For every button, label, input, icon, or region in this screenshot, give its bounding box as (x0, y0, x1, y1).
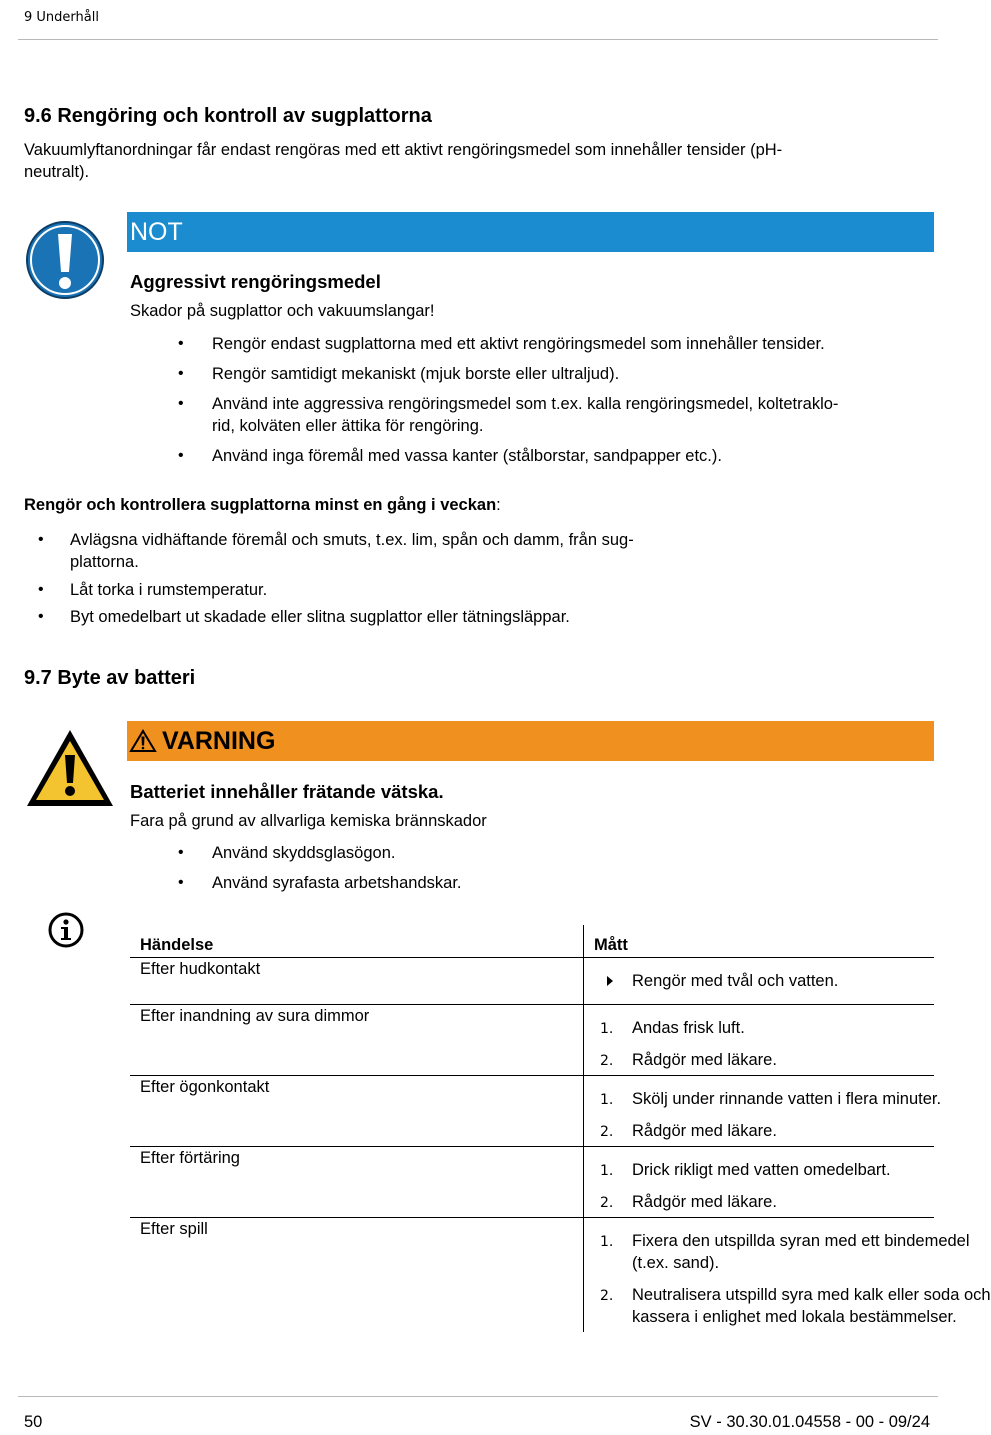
info-icon (46, 911, 86, 949)
warning-bar (127, 721, 934, 761)
warning-triangle-icon (24, 727, 116, 809)
notice-list (178, 333, 922, 475)
table-header-measure: Mått (584, 925, 935, 958)
intro-line-1: Vakuumlyftanordningar får endast rengöras med ett aktivt rengöringsmedel som innehåller tensider (pH- (24, 141, 783, 159)
list-item: • Avlägsna vidhäftande föremål och smuts, t.ex. lim, spån och damm, från sug- (38, 531, 634, 549)
notice-label: NOT (130, 218, 183, 246)
list-item: • Byt omedelbart ut skadade eller slitna sugplattor eller tätningsläppar. (38, 608, 570, 626)
intro-line-2: neutralt). (24, 163, 90, 181)
step-item: 2. Neutralisera utspilld syra med kalk eller soda och kassera i enlighet med lokala bestämmelser. (600, 1286, 991, 1326)
event-cell: Efter hudkontakt (130, 958, 584, 1005)
document-id: SV - 30.30.01.04558 - 00 - 09/24 (689, 1413, 930, 1431)
list-item: • Låt torka i rumstemperatur. (38, 581, 268, 599)
weekly-list (38, 529, 770, 636)
warning-label: VARNING (162, 727, 276, 755)
list-item: • Använd inga föremål med vassa kanter (stålborstar, sandpapper etc.). (178, 447, 722, 465)
table-header-event: Händelse (140, 936, 214, 954)
list-item: • Rengör endast sugplattorna med ett aktivt rengöringsmedel som innehåller tensider. (178, 335, 825, 353)
warning-list (178, 842, 812, 902)
step-item: 1. Skölj under rinnande vatten i flera minuter. (600, 1090, 942, 1108)
weekly-heading: Rengör och kontrollera sugplattorna minst en gång i veckan: (24, 496, 501, 514)
event-cell: Efter ögonkontakt (130, 1076, 584, 1147)
notice-text: Skador på sugplattor och vakuumslangar! (130, 302, 435, 320)
section-title-9-7: 9.7 Byte av batteri (24, 667, 196, 689)
table-row (130, 1218, 934, 1332)
footer-rule (18, 1396, 938, 1397)
page-number: 50 (24, 1413, 43, 1431)
notice-bar (127, 212, 934, 252)
event-cell: Efter inandning av sura dimmor (130, 1005, 584, 1076)
notice-title: Aggressivt rengöringsmedel (130, 271, 381, 292)
event-cell: Efter förtäring (130, 1147, 584, 1218)
chapter-header: 9 Underhåll (24, 10, 99, 25)
list-item: • Använd inte aggressiva rengöringsmedel som t.ex. kalla rengöringsmedel, koltetraklo- (178, 395, 839, 413)
list-item: • Använd syrafasta arbetshandskar. (178, 874, 462, 892)
action-text: Rengör med tvål och vatten. (632, 972, 839, 990)
exclamation-icon (25, 220, 105, 300)
step-item: 2. Rådgör med läkare. (600, 1122, 777, 1140)
step-item: 1. Andas frisk luft. (600, 1019, 745, 1037)
table-row (130, 958, 934, 1005)
table-row (130, 1005, 934, 1076)
step-item: 2. Rådgör med läkare. (600, 1051, 777, 1069)
warning-title: Batteriet innehåller frätande vätska. (130, 781, 444, 802)
measures-table (130, 925, 991, 1332)
step-item: 1. Drick rikligt med vatten omedelbart. (600, 1161, 891, 1179)
section-title-9-6: 9.6 Rengöring och kontroll av sugplattorna (24, 105, 432, 127)
list-item-continued: rid, kolväten eller ättika för rengöring. (212, 417, 484, 435)
warning-triangle-icon (130, 730, 156, 752)
list-item: • Använd skyddsglasögon. (178, 844, 396, 862)
warning-text: Fara på grund av allvarliga kemiska brännskador (130, 812, 487, 830)
table-row (130, 1076, 934, 1147)
table-row (130, 1147, 934, 1218)
event-cell: Efter spill (130, 1218, 584, 1332)
play-arrow-icon (606, 975, 614, 987)
step-item: 1. Fixera den utspillda syran med ett bindemedel (t.ex. sand). (600, 1232, 970, 1272)
step-item: 2. Rådgör med läkare. (600, 1193, 777, 1211)
header-rule (18, 39, 938, 40)
list-item: • Rengör samtidigt mekaniskt (mjuk borste eller ultraljud). (178, 365, 620, 383)
list-item-continued: plattorna. (70, 553, 139, 571)
